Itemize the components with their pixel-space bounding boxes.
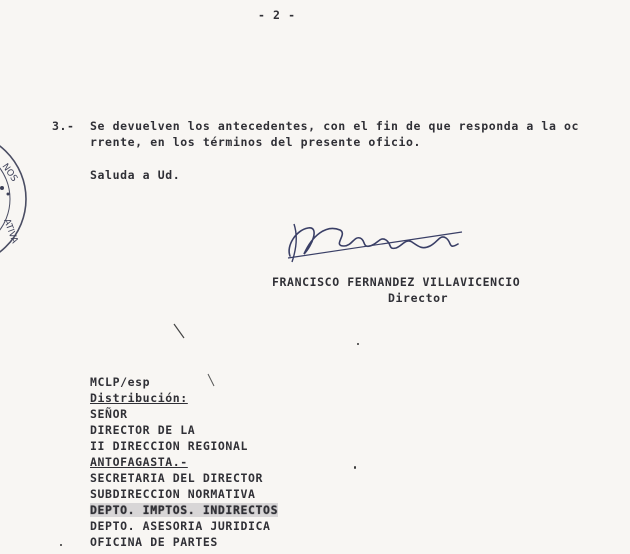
paragraph-number: 3.-	[52, 119, 75, 133]
greeting: Saluda a Ud.	[90, 168, 181, 182]
stray-mark	[206, 372, 216, 388]
official-seal	[0, 128, 32, 270]
distribution-line: DIRECTOR DE LA	[90, 423, 196, 437]
handwritten-signature	[282, 216, 472, 266]
distribution-line: SUBDIRECCION NORMATIVA	[90, 487, 256, 501]
distribution-line: II DIRECCION REGIONAL	[90, 439, 248, 453]
seal-text-bottom: ATIVA	[1, 217, 20, 245]
distribution-line: DEPTO. IMPTOS. INDIRECTOS	[90, 503, 279, 517]
speck	[60, 544, 62, 546]
distribution-line: SECRETARIA DEL DIRECTOR	[90, 471, 264, 485]
signatory-name: FRANCISCO FERNANDEZ VILLAVICENCIO	[272, 275, 521, 289]
distribution-line: SEÑOR	[90, 407, 128, 421]
speck	[357, 343, 359, 345]
distribution-line: OFICINA DE PARTES	[90, 535, 218, 549]
distribution-line: DEPTO. ASESORIA JURIDICA	[90, 519, 271, 533]
reference-initials: MCLP/esp	[90, 375, 151, 389]
distribution-heading: Distribución:	[90, 391, 188, 405]
stray-mark	[172, 322, 186, 340]
seal-text-top: NOS	[0, 161, 19, 184]
page-number: - 2 -	[258, 8, 296, 22]
paragraph-line-1: Se devuelven los antecedentes, con el fin de que responda a la oc	[90, 119, 580, 133]
speck	[354, 466, 356, 469]
distribution-line: ANTOFAGASTA.-	[90, 455, 188, 469]
paragraph-line-2: rrente, en los términos del presente oficio.	[90, 135, 422, 149]
signatory-title: Director	[388, 291, 449, 305]
